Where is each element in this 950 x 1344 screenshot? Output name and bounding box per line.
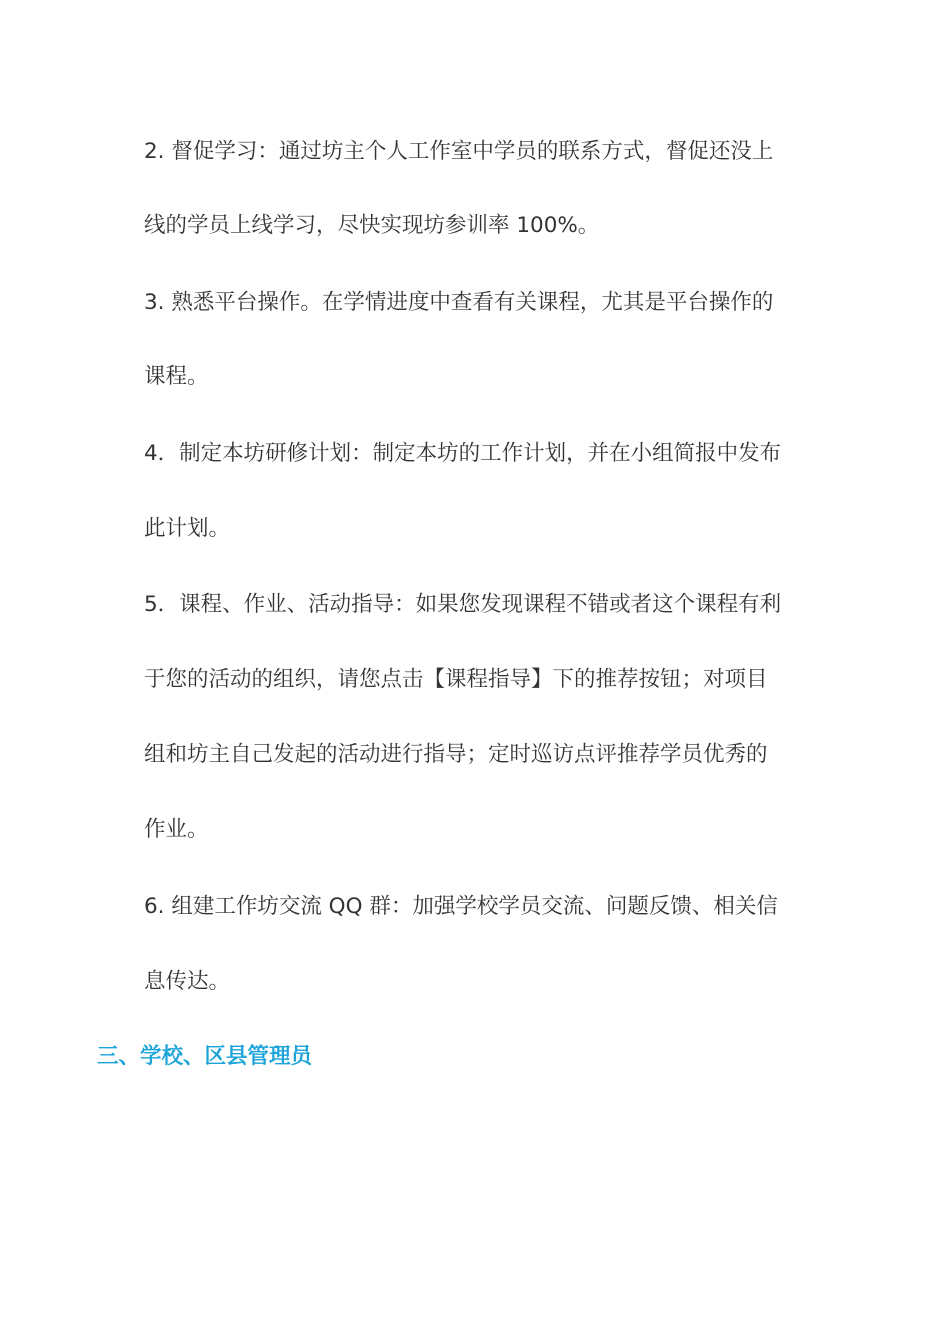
item-5-line-2: 于您的活动的组织，请您点击【课程指导】下的推荐按钮；对项目 xyxy=(144,667,768,692)
item-4-line-2: 此计划。 xyxy=(144,516,231,541)
item-5-line-4: 作业。 xyxy=(144,817,209,842)
item-5-line-1: 5．课程、作业、活动指导：如果您发现课程不错或者这个课程有利 xyxy=(144,592,782,617)
item-3-line-2: 课程。 xyxy=(144,364,209,389)
item-2-line-2: 线的学员上线学习，尽快实现坊参训率 100%。 xyxy=(144,213,600,238)
item-5-line-3: 组和坊主自己发起的活动进行指导；定时巡访点评推荐学员优秀的 xyxy=(144,742,768,767)
item-2-line-1: 2. 督促学习：通过坊主个人工作室中学员的联系方式，督促还没上 xyxy=(144,139,774,164)
item-3-line-1: 3. 熟悉平台操作。在学情进度中查看有关课程，尤其是平台操作的 xyxy=(144,290,774,315)
item-6-line-1: 6. 组建工作坊交流 QQ 群：加强学校学员交流、问题反馈、相关信 xyxy=(144,894,778,919)
item-6-line-2: 息传达。 xyxy=(144,969,231,994)
item-4-line-1: 4．制定本坊研修计划：制定本坊的工作计划，并在小组简报中发布 xyxy=(144,441,782,466)
section-heading: 三、学校、区县管理员 xyxy=(97,1044,313,1069)
